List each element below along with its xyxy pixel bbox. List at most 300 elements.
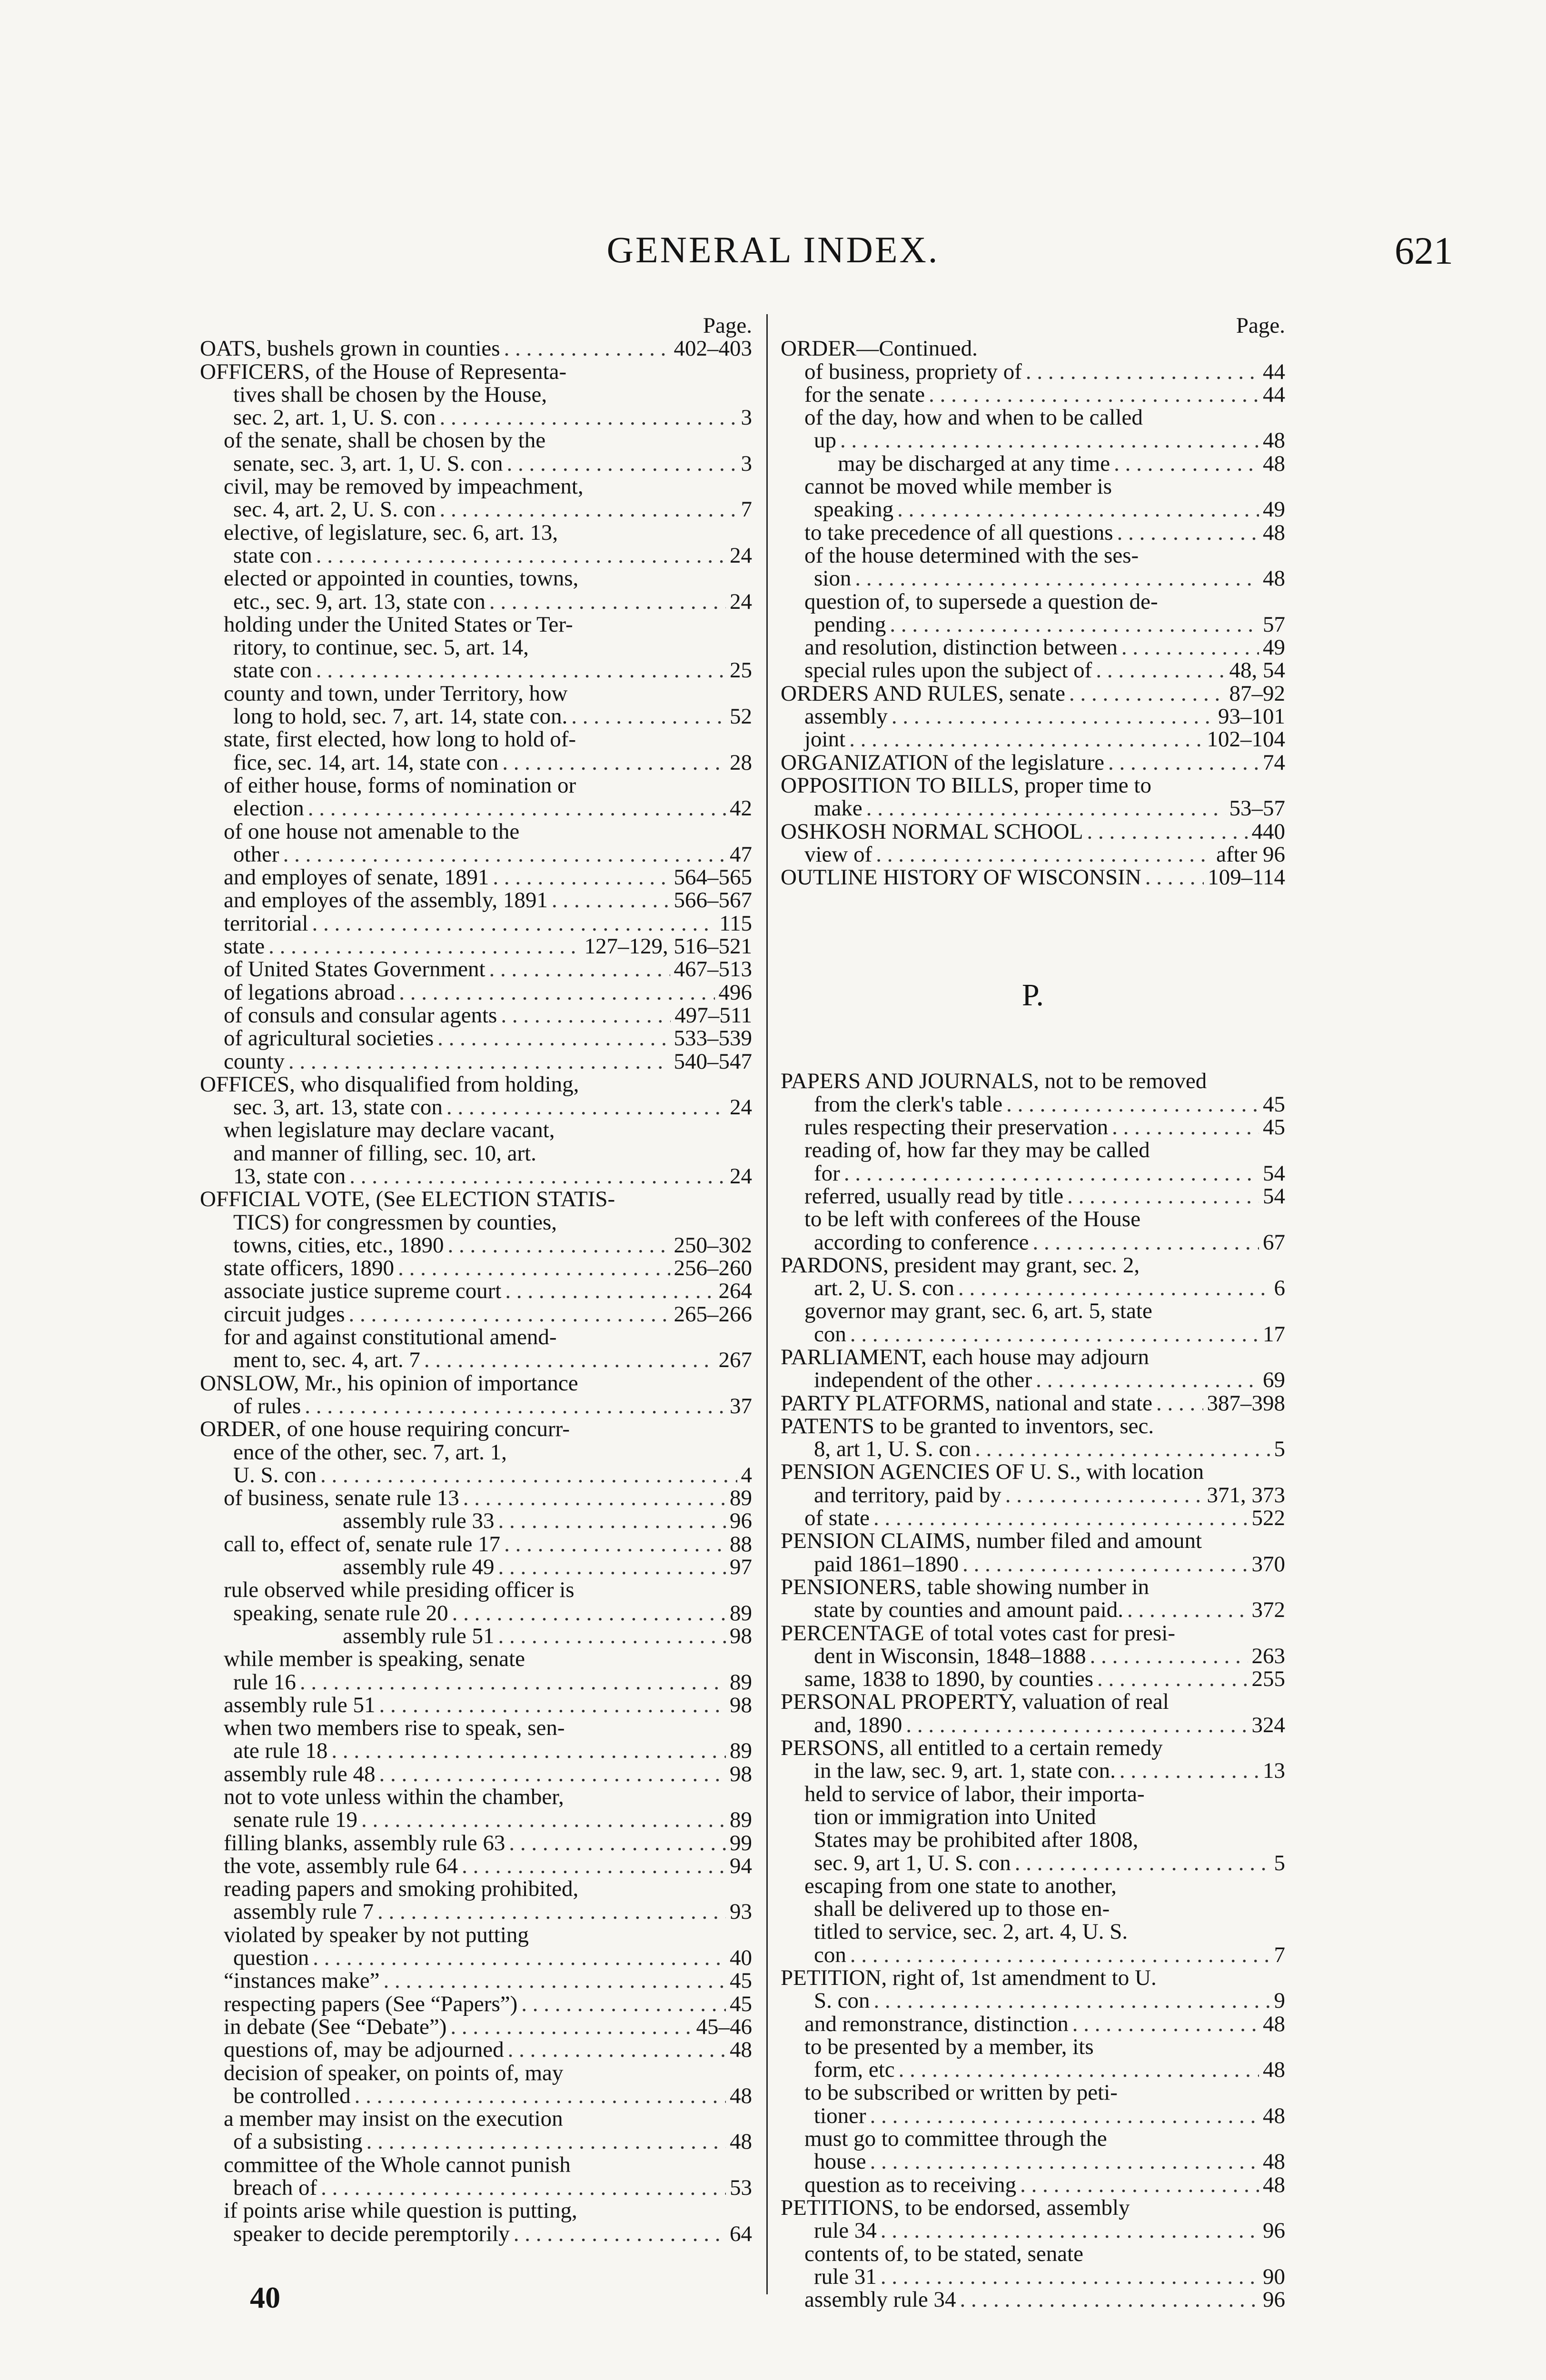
dot-leader [1156, 1392, 1203, 1415]
index-entry-page: 264 [718, 1279, 752, 1304]
index-entry-line [781, 2242, 1285, 2265]
dot-leader [929, 383, 1259, 406]
index-entry-line [781, 1392, 1285, 1415]
index-entry-page: 48 [1263, 2172, 1285, 2197]
index-entry-line [200, 1441, 752, 1464]
index-entry-text: shall be delivered up to those en- [814, 1896, 1110, 1922]
index-entry-line [781, 429, 1285, 452]
index-entry-text: state, first elected, how long to hold of- [224, 727, 576, 752]
index-entry-text: of legations abroad [224, 980, 396, 1005]
dot-leader [308, 797, 726, 820]
dot-leader [890, 613, 1259, 636]
index-entry-text: county [224, 1049, 285, 1074]
dot-leader [463, 1487, 726, 1509]
index-entry-page: 24 [730, 589, 752, 614]
index-entry-line [200, 866, 752, 889]
index-entry-line [200, 1165, 752, 1188]
index-entry-text: other [233, 842, 279, 867]
index-entry-page: 256–260 [674, 1256, 752, 1281]
index-entry-text: the vote, assembly rule 64 [224, 1853, 458, 1878]
dot-leader [316, 659, 726, 682]
dot-leader [489, 958, 670, 981]
index-entry-line [200, 1671, 752, 1694]
index-entry-page: 53 [730, 2175, 752, 2201]
index-entry-line [200, 1487, 752, 1509]
dot-leader [300, 1671, 726, 1694]
index-entry-line [200, 1303, 752, 1326]
index-entry-line [200, 360, 752, 383]
index-entry-line [200, 452, 752, 475]
index-entry-line [200, 2062, 752, 2084]
dot-leader [1087, 820, 1248, 843]
index-entry-page: 88 [730, 1531, 752, 1557]
dot-leader [1005, 1484, 1203, 1507]
dot-leader [448, 1234, 670, 1257]
dot-leader [312, 912, 715, 935]
index-entry-line [200, 544, 752, 567]
index-entry-text: for and against constitutional amend- [224, 1325, 557, 1350]
page-column-label: Page. [1236, 313, 1285, 338]
index-entry-line [781, 843, 1285, 866]
index-entry-text: call to, effect of, senate rule 17 [224, 1531, 501, 1557]
index-entry-text: sion [814, 566, 852, 591]
index-entry-page: 5 [1274, 1437, 1285, 1462]
index-entry-text: same, 1838 to 1890, by counties [804, 1666, 1094, 1692]
index-entry-text: assembly rule 51 [224, 1692, 376, 1717]
dot-leader [440, 406, 737, 429]
index-entry-line [200, 1647, 752, 1670]
index-entry-text: con [814, 1321, 846, 1347]
index-entry-page: 89 [730, 1807, 752, 1833]
index-entry-page: 89 [730, 1486, 752, 1511]
index-entry-page: 387–398 [1207, 1390, 1285, 1416]
index-entry-line [781, 1645, 1285, 1667]
dot-leader [489, 590, 726, 613]
dot-leader [870, 2104, 1259, 2127]
index-entry-page: 265–266 [674, 1301, 752, 1327]
index-entry-line [781, 797, 1285, 820]
index-entry-text: long to hold, sec. 7, art. 14, state con. [233, 704, 568, 729]
index-entry-line [200, 1119, 752, 1141]
index-entry-text: be controlled [233, 2083, 351, 2108]
index-entry-page: 402–403 [674, 336, 752, 361]
index-entry-text: OFFICERS, of the House of Representa- [200, 359, 567, 384]
index-entry-text: state [224, 934, 265, 959]
index-entry-line [781, 2288, 1285, 2311]
index-entry-text: rule 34 [814, 2218, 877, 2243]
index-entry-page: 533–539 [674, 1026, 752, 1051]
dot-leader [506, 452, 737, 475]
index-entry-page: 97 [730, 1555, 752, 1580]
index-entry-page: 52 [730, 704, 752, 729]
dot-leader [874, 1989, 1270, 2012]
index-entry-line [200, 682, 752, 705]
index-entry-text: committee of the Whole cannot punish [224, 2152, 571, 2177]
index-entry-page: 48 [1263, 2149, 1285, 2174]
index-entry-text: form, etc [814, 2057, 895, 2082]
index-entry-text: ORGANIZATION of the legislature [781, 750, 1105, 775]
dot-leader [552, 889, 670, 912]
index-entry-line [200, 567, 752, 590]
index-entry-page: after 96 [1216, 842, 1285, 867]
dot-leader [505, 1279, 714, 1302]
index-entry-text: ment to, sec. 4, art. 7 [233, 1348, 420, 1373]
index-entry-text: in the law, sec. 9, art. 1, state con. [814, 1758, 1116, 1784]
dot-leader [502, 751, 726, 774]
index-entry-text: senate rule 19 [233, 1807, 358, 1833]
index-entry-page: 53–57 [1229, 796, 1285, 821]
index-entry-text: to be presented by a member, its [804, 2034, 1094, 2059]
index-entry-line [781, 866, 1285, 889]
index-entry-text: reading papers and smoking prohibited, [224, 1876, 579, 1902]
index-entry-page: 324 [1251, 1712, 1285, 1737]
index-entry-line [781, 1438, 1285, 1460]
index-entry-text: dent in Wisconsin, 1848–1888 [814, 1643, 1086, 1668]
index-entry-line [781, 1162, 1285, 1185]
index-entry-line [781, 1231, 1285, 1254]
dot-leader [452, 1602, 726, 1625]
dot-leader [268, 935, 580, 958]
index-entry-page: 372 [1251, 1597, 1285, 1623]
index-entry-text: make [814, 796, 862, 821]
index-entry-line [200, 1716, 752, 1739]
dot-leader [398, 1257, 670, 1279]
index-entry-line [200, 429, 752, 452]
index-entry-line [781, 820, 1285, 843]
dot-leader [881, 2265, 1259, 2288]
dot-leader [379, 1694, 726, 1716]
index-entry-line [781, 337, 1285, 360]
index-entry-line [200, 1234, 752, 1257]
index-entry-line [200, 728, 752, 751]
index-entry-line [781, 751, 1285, 774]
index-entry-line [200, 1533, 752, 1556]
index-entry-page: 37 [730, 1393, 752, 1418]
index-entry-text: of rules [233, 1393, 301, 1418]
index-entry-line [200, 1096, 752, 1119]
index-entry-text: PENSIONERS, table showing number in [781, 1574, 1150, 1599]
index-entry-line [200, 1188, 752, 1210]
index-entry-text: and manner of filling, sec. 10, art. [233, 1140, 536, 1166]
index-entry-page: 496 [718, 980, 752, 1005]
index-entry-line [200, 383, 752, 406]
index-entry-line [781, 2150, 1285, 2173]
footer-signature: 40 [250, 2281, 280, 2314]
dot-leader [975, 1438, 1270, 1460]
index-entry-line [781, 1208, 1285, 1230]
index-entry-text: joint [804, 727, 846, 752]
index-entry-text: of a subsisting [233, 2129, 363, 2154]
index-entry-text: and, 1890 [814, 1712, 902, 1737]
index-entry-text: tion or immigration into United [814, 1804, 1096, 1829]
index-entry-line [200, 705, 752, 728]
index-entry-text: of state [804, 1506, 870, 1531]
index-entry-text: and employes of the assembly, 1891 [224, 888, 548, 913]
index-entry-page: 24 [730, 543, 752, 568]
dot-leader [881, 2219, 1259, 2242]
index-entry-text: TICS) for congressmen by counties, [233, 1210, 557, 1235]
dot-leader [1067, 1185, 1259, 1208]
index-entry-line [781, 1507, 1285, 1529]
index-entry-text: elected or appointed in counties, towns, [224, 566, 579, 591]
index-entry-line [781, 1139, 1285, 1161]
index-entry-line [781, 1529, 1285, 1552]
dot-leader [1069, 682, 1226, 705]
dot-leader [1032, 1231, 1259, 1254]
dot-leader [962, 1553, 1248, 1576]
dot-leader [313, 1946, 726, 1969]
index-entry-page: 48, 54 [1229, 658, 1285, 683]
index-entry-line [781, 1759, 1285, 1782]
index-entry-line [200, 1326, 752, 1349]
index-entry-line [781, 2035, 1285, 2058]
index-entry-text: speaking [814, 497, 894, 522]
index-entry-line [781, 383, 1285, 406]
index-entry-text: 8, art 1, U. S. con [814, 1437, 971, 1462]
index-entry-line [200, 1900, 752, 1923]
dot-leader [367, 2130, 726, 2153]
index-entry-text: OATS, bushels grown in counties [200, 336, 500, 361]
dot-leader [377, 1900, 726, 1923]
index-entry-text: ritory, to continue, sec. 5, art. 14, [233, 635, 529, 660]
dot-leader [1120, 1759, 1259, 1782]
index-entry-text: assembly rule 48 [224, 1761, 376, 1786]
index-entry-line [781, 1116, 1285, 1139]
index-entry-page: 102–104 [1207, 727, 1285, 752]
dot-leader [1112, 1116, 1259, 1139]
index-entry-page: 45 [1263, 1115, 1285, 1140]
dot-leader [1097, 1667, 1248, 1690]
index-entry-line [200, 2176, 752, 2199]
dot-leader [876, 843, 1212, 866]
index-entry-line [200, 843, 752, 866]
index-entry-text: territorial [224, 911, 308, 936]
dot-leader [321, 2176, 726, 2199]
index-entry-page: 564–565 [674, 865, 752, 890]
index-entry-line [781, 613, 1285, 636]
index-entry-page: 48 [730, 2037, 752, 2063]
dot-leader [1108, 751, 1259, 774]
index-entry-text: when two members rise to speak, sen- [224, 1716, 565, 1741]
index-entry-line [781, 1484, 1285, 1507]
index-entry-text: S. con [814, 1988, 870, 2013]
dot-leader [1127, 1598, 1248, 1621]
dot-leader [349, 1165, 726, 1188]
index-entry-text: for the senate [804, 382, 925, 407]
index-entry-page: 28 [730, 750, 752, 775]
index-entry-page: 67 [1263, 1230, 1285, 1255]
index-entry-line [781, 1415, 1285, 1438]
index-entry-page: 45 [730, 1968, 752, 1993]
index-entry-line [781, 774, 1285, 797]
dot-leader [873, 1507, 1248, 1529]
left-entries [200, 337, 752, 2245]
index-entry-line [200, 981, 752, 1004]
index-entry-line [781, 2058, 1285, 2081]
index-entry-line [200, 521, 752, 544]
dot-leader [316, 544, 726, 567]
dot-leader [1096, 659, 1225, 682]
index-entry-text: titled to service, sec. 2, art. 4, U. S. [814, 1919, 1128, 1944]
index-entry-page: 522 [1251, 1506, 1285, 1531]
index-entry-line [781, 1323, 1285, 1346]
dot-leader [1020, 2173, 1259, 2196]
index-entry-line [781, 1667, 1285, 1690]
dot-leader [1006, 1093, 1259, 1116]
index-entry-line [200, 2130, 752, 2153]
index-entry-line [200, 912, 752, 935]
index-entry-line [781, 1714, 1285, 1736]
index-entry-line [200, 1739, 752, 1762]
index-entry-text: and employes of senate, 1891 [224, 865, 489, 890]
index-entry-text: to take precedence of all questions [804, 520, 1113, 545]
index-entry-text: state con [233, 543, 312, 568]
index-entry-text: rule 16 [233, 1669, 296, 1695]
dot-leader [283, 843, 726, 866]
index-entry-line [781, 705, 1285, 728]
index-entry-line [200, 1050, 752, 1073]
index-entry-text: ate rule 18 [233, 1738, 328, 1764]
index-entry-text: assembly [804, 704, 888, 729]
index-entry-page: 40 [730, 1945, 752, 1971]
index-entry-text: elective, of legislature, sec. 6, art. 13, [224, 520, 558, 545]
index-entry-text: according to conference [814, 1230, 1029, 1255]
index-entry-text: held to service of labor, their importa- [804, 1781, 1145, 1806]
dot-leader [501, 1004, 671, 1027]
index-entry-line [200, 2222, 752, 2245]
index-entry-text: and territory, paid by [814, 1482, 1001, 1507]
dot-leader [1121, 636, 1259, 659]
index-entry-text: 13, state con [233, 1163, 346, 1189]
index-entry-line [200, 1993, 752, 2015]
index-entry-text: governor may grant, sec. 6, art. 5, state [804, 1299, 1152, 1324]
index-entry-text: rule observed while presiding officer is [224, 1577, 575, 1603]
index-entry-page: 48 [730, 2129, 752, 2154]
dot-leader [850, 1323, 1259, 1346]
index-entry-line [781, 1944, 1285, 1966]
index-entry-page: 69 [1263, 1368, 1285, 1393]
index-entry-text: question as to receiving [804, 2172, 1017, 2197]
index-entry-line [781, 1460, 1285, 1483]
dot-leader [305, 1395, 726, 1418]
dot-leader [288, 1050, 670, 1073]
index-entry-text: rules respecting their preservation [804, 1115, 1109, 1140]
index-entry-line [781, 1093, 1285, 1116]
index-entry-text: violated by speaker by not putting [224, 1922, 529, 1947]
index-entry-text: state con [233, 658, 312, 683]
dot-leader [840, 429, 1259, 452]
index-entry-line [200, 2038, 752, 2061]
dot-leader [1117, 521, 1259, 544]
index-entry-line [781, 475, 1285, 498]
column-divider [766, 314, 768, 2294]
index-entry-text: state by counties and amount paid. [814, 1597, 1124, 1623]
index-entry-text: senate, sec. 3, art. 1, U. S. con [233, 451, 503, 476]
index-entry-line [781, 2013, 1285, 2035]
index-entry-line [781, 1553, 1285, 1576]
index-entry-line [200, 1372, 752, 1395]
index-entry-line [200, 1625, 752, 1647]
index-entry-line [200, 1279, 752, 1302]
index-entry-line [200, 1969, 752, 1992]
dot-leader [844, 1162, 1259, 1185]
index-entry-line [200, 1395, 752, 1418]
dot-leader [498, 1625, 726, 1647]
index-entry-page: 99 [730, 1830, 752, 1855]
index-entry-line [200, 2153, 752, 2176]
index-entry-text: county and town, under Territory, how [224, 681, 568, 706]
index-entry-line [781, 2127, 1285, 2150]
index-entry-page: 98 [730, 1623, 752, 1648]
index-entry-text: PENSION CLAIMS, number filed and amount [781, 1528, 1202, 1554]
dot-leader [1090, 1645, 1248, 1667]
index-entry-text: ORDER—Continued. [781, 336, 978, 361]
index-entry-line [200, 1257, 752, 1279]
index-column-right [781, 314, 1285, 2311]
index-entry-text: sec. 9, art 1, U. S. con [814, 1850, 1011, 1875]
index-entry-text: pending [814, 612, 886, 637]
index-entry-page: 48 [1263, 428, 1285, 453]
index-entry-page: 87–92 [1229, 681, 1285, 706]
index-entry-line [781, 1690, 1285, 1713]
dot-leader [399, 981, 714, 1004]
dot-leader [361, 1808, 726, 1831]
index-entry-page: 64 [730, 2221, 752, 2246]
index-entry-line [200, 1854, 752, 1877]
index-entry-text: of agricultural societies [224, 1026, 434, 1051]
index-entry-page: 96 [1263, 2287, 1285, 2312]
index-entry-page: 44 [1263, 382, 1285, 407]
index-entry-text: States may be prohibited after 1808, [814, 1827, 1139, 1853]
dot-leader [320, 1464, 737, 1487]
index-entry-line [781, 2081, 1285, 2104]
index-entry-line [200, 1073, 752, 1096]
index-entry-text: independent of the other [814, 1368, 1032, 1393]
index-entry-text: holding under the United States or Ter- [224, 612, 573, 637]
index-entry-page: 47 [730, 842, 752, 867]
index-entry-line [781, 1254, 1285, 1277]
index-entry-page: 467–513 [674, 957, 752, 982]
dot-leader [504, 337, 670, 360]
index-entry-text: PENSION AGENCIES OF U. S., with location [781, 1459, 1204, 1485]
index-entry-line [200, 1785, 752, 1808]
index-entry-page: 250–302 [674, 1232, 752, 1258]
index-entry-line [200, 498, 752, 521]
index-entry-text: civil, may be removed by impeachment, [224, 474, 584, 499]
index-entry-page: 109–114 [1208, 865, 1285, 890]
dot-leader [899, 2058, 1259, 2081]
index-entry-text: of either house, forms of nomination or [224, 773, 576, 798]
index-entry-line [200, 337, 752, 360]
index-entry-text: ence of the other, sec. 7, art. 1, [233, 1439, 507, 1465]
index-entry-text: OPPOSITION TO BILLS, proper time to [781, 773, 1151, 798]
index-entry-text: PARTY PLATFORMS, national and state [781, 1390, 1152, 1416]
dot-leader [509, 1832, 726, 1854]
index-entry-page: 371, 373 [1207, 1482, 1285, 1507]
index-entry-line [200, 1877, 752, 1900]
index-entry-line [200, 659, 752, 682]
dot-leader [446, 1096, 726, 1119]
index-entry-line [781, 1805, 1285, 1828]
index-entry-line [781, 1874, 1285, 1897]
index-entry-line [781, 1185, 1285, 1208]
index-entry-page: 48 [1263, 2103, 1285, 2128]
index-entry-text: sec. 4, art. 2, U. S. con [233, 497, 436, 522]
index-entry-text: in debate (See “Debate”) [224, 2014, 447, 2039]
index-entry-line [200, 2084, 752, 2107]
index-entry-text: assembly rule 51 [343, 1623, 495, 1648]
index-entry-page: 54 [1263, 1183, 1285, 1209]
